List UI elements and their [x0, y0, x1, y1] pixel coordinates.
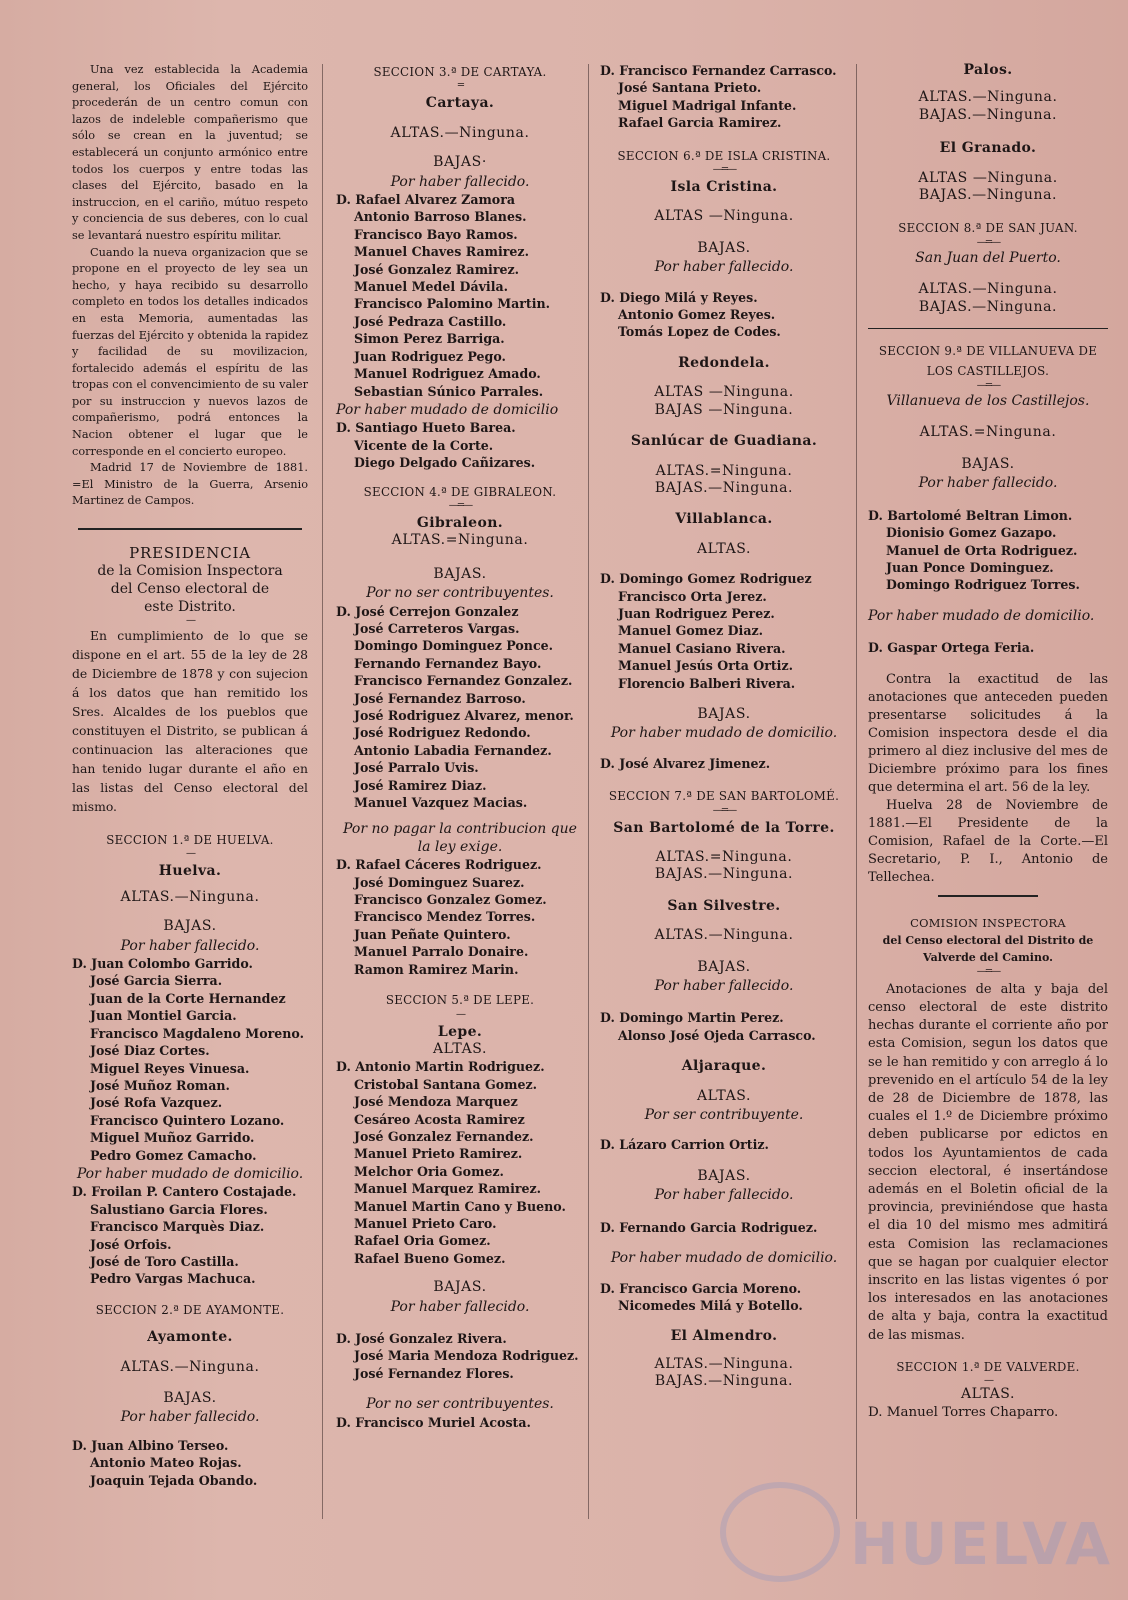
name-entry: José Rofa Vazquez. [90, 1095, 223, 1111]
name-entry: José Dominguez Suarez. [354, 874, 525, 890]
name-entry: Alonso José Ojeda Carrasco. [618, 1027, 816, 1043]
name-entry: Francisco Palomino Martin. [354, 296, 551, 312]
name-entry: Francisco Gonzalez Gomez. [354, 892, 547, 908]
reason-heading: Por haber fallecido. [654, 259, 794, 276]
name-list [336, 1414, 584, 1431]
town-heading: Sanlúcar de Guadiana. [630, 433, 818, 450]
town-heading: Huelva. [158, 863, 222, 880]
reason-heading: Por haber mudado de domicilio. [610, 1250, 838, 1267]
altas-line: ALTAS —Ninguna. [918, 169, 1058, 186]
name-entry: D. Bartolomé Beltran Limon. [868, 507, 1073, 523]
reason-heading: Por no pagar la contribucion que la ley exige. [343, 821, 577, 855]
name-entry: D. Lázaro Carrion Ortiz. [600, 1137, 769, 1153]
pres-subtitle-2: del Censo electoral de [110, 581, 270, 598]
section-heading: SECCION 5.ª DE LEPE. [385, 993, 535, 1008]
town-heading: Villablanca. [675, 511, 773, 528]
presidencia-header [72, 544, 308, 616]
name-entry: José Gonzalez Fernandez. [354, 1128, 534, 1144]
name-entry: D. José Alvarez Jimenez. [600, 755, 771, 771]
name-entry: José Orfois. [90, 1236, 172, 1252]
name-entry: Francisco Quintero Lozano. [90, 1112, 285, 1128]
name-entry: D. Juan Albino Terseo. [72, 1437, 229, 1453]
name-entry: José Fernandez Flores. [354, 1365, 514, 1381]
reason-heading: Por haber fallecido. [390, 173, 530, 190]
name-entry: José Maria Mendoza Rodriguez. [354, 1348, 579, 1364]
name-entry: Miguel Reyes Vinuesa. [90, 1060, 250, 1076]
altas-heading: ALTAS. [432, 1040, 488, 1057]
altas-line: ALTAS.—Ninguna. [390, 124, 530, 141]
name-list [72, 1183, 308, 1287]
dash-separator: —=— [976, 236, 1000, 248]
column-4 [868, 62, 1108, 1421]
name-entry: D. Fernando Garcia Rodriguez. [600, 1219, 818, 1235]
name-entry: José Santana Prieto. [618, 80, 762, 96]
name-entry: Juan Montiel Garcia. [90, 1008, 237, 1024]
altas-line: ALTAS.—Ninguna. [654, 1355, 794, 1372]
reason-heading: Por haber fallecido. [120, 937, 260, 954]
name-entry: Manuel Casiano Rivera. [618, 640, 786, 656]
name-entry: Fernando Fernandez Bayo. [354, 655, 542, 671]
name-entry: Juan de la Corte Hernandez [90, 990, 286, 1006]
name-entry: Rafael Bueno Gomez. [354, 1250, 506, 1266]
name-entry: Francisco Bayo Ramos. [354, 226, 518, 242]
name-entry: Juan Ponce Dominguez. [886, 559, 1054, 575]
intro-paragraph: Una vez establecida la Academia general, los Oficiales del Ejército procederán de un centro comun con lazos de indeleble compañerismo que sólo se crean en la juventud; se establecerá un conjunto armónico entre todos los cuerpos y entre todas las clases del Ejército, basado en la instruccion, en el cariño, mútuo respeto y conciencia de sus deberes, con lo cual se levantará nuestro espíritu militar. [72, 63, 308, 242]
name-entry: José Pedraza Castillo. [354, 313, 507, 329]
name-entry: Manuel Vazquez Macias. [354, 795, 528, 811]
altas-line: ALTAS.—Ninguna. [120, 888, 260, 905]
column-3 [600, 62, 848, 1391]
comision-title: COMISION INSPECTORA [910, 915, 1066, 930]
divider [78, 528, 302, 530]
name-entry: José Fernandez Barroso. [354, 690, 526, 706]
name-entry: Manuel Jesús Orta Ortiz. [618, 658, 793, 674]
divider [938, 895, 1038, 897]
dash-separator: —=— [976, 380, 1000, 392]
altas-line: ALTAS.=Ninguna. [655, 849, 793, 865]
name-entry: José Rodriguez Alvarez, menor. [354, 708, 574, 723]
dash-separator: — [186, 615, 194, 627]
town-heading: San Silvestre. [667, 897, 781, 914]
name-entry: Simon Perez Barriga. [354, 331, 505, 347]
name-entry: Sebastian Súnico Parrales. [354, 383, 544, 399]
name-entry: D. Francisco Muriel Acosta. [336, 1414, 531, 1430]
name-entry: Tomás Lopez de Codes. [618, 324, 781, 340]
reason-heading: Por no ser contribuyentes. [366, 585, 554, 602]
dash-separator: —=— [448, 499, 472, 511]
bajas-heading: BAJAS. [433, 565, 487, 582]
name-entry: D. Santiago Hueto Barea. [336, 420, 516, 436]
column-rule [856, 64, 857, 1519]
pres-subtitle-3: este Distrito. [144, 599, 236, 616]
bajas-heading: BAJAS. [697, 1167, 751, 1184]
pres-paragraph: En cumplimiento de lo que se dispone en el art. 55 de la ley de 28 de Diciembre de 1878 y con sujecion á los datos que han remitido los Sres. Alcaldes de los pueblos que constituyen el Distrito, se publican á continuacion las alteraciones que han tenido lugar durante el año en las listas del Censo electoral del mismo. [72, 628, 308, 815]
name-list [600, 570, 848, 692]
name-list [336, 856, 584, 978]
reason-heading: Por haber mudado de domicilio [336, 401, 559, 418]
name-list [600, 1280, 848, 1315]
name-list [600, 1136, 848, 1153]
name-entry: D. Domingo Gomez Rodriguez [600, 571, 812, 587]
name-entry: Manuel Martin Cano y Bueno. [354, 1198, 566, 1214]
name-entry: Antonio Labadia Fernandez. [354, 742, 552, 758]
name-entry: Miguel Madrigal Infante. [618, 97, 797, 113]
reason-heading: Por haber mudado de domicilio. [76, 1165, 304, 1182]
name-list [600, 289, 848, 341]
town-heading: Isla Cristina. [670, 179, 778, 196]
name-entry: José Parralo Uvis. [354, 760, 479, 776]
section-heading: SECCION 6.ª DE ISLA CRISTINA. [617, 148, 831, 163]
intro-paragraph-2: Cuando la nueva organizacion que se propone en el proyecto de ley sea un hecho, y haya recibido su desarrollo completo en todos los detalles indicados en esta Memoria, aumentadas las fuerzas del Ejército y obtenida la rapidez y facilidad de su movilizacion, fortalecido además el espíritu de las tropas con el convencimiento de su valer por su instruccion y nuevos lazos de compañerismo, podrá entonces la Nacion obtener el lugar que le corresponde en el concierto europeo. [72, 245, 308, 458]
name-entry: D. Antonio Martin Rodriguez. [336, 1059, 545, 1075]
town-heading: Palos. [963, 62, 1013, 78]
altas-line: ALTAS.—Ninguna. [918, 89, 1058, 106]
name-entry: Antonio Gomez Reyes. [618, 307, 776, 323]
section-heading: SECCION 9.ª DE VILLANUEVA DE LOS CASTILLEJOS. [878, 344, 1098, 379]
name-entry: Nicomedes Milá y Botello. [618, 1297, 803, 1313]
bajas-line: BAJAS.—Ninguna. [918, 106, 1058, 123]
name-entry: Ramon Ramirez Marin. [354, 961, 519, 977]
name-entry: Francisco Fernandez Gonzalez. [354, 673, 573, 689]
altas-heading: ALTAS. [696, 540, 752, 557]
name-list [72, 1437, 308, 1489]
column-rule [588, 64, 589, 1519]
name-entry: José Carreteros Vargas. [354, 620, 520, 636]
section-heading: SECCION 7.ª DE SAN BARTOLOMÉ. [608, 789, 840, 804]
stamp-text: HUELVA [850, 1510, 1113, 1578]
section-heading: SECCION 1.ª DE HUELVA. [106, 833, 274, 848]
bajas-line: BAJAS.—Ninguna. [918, 187, 1058, 204]
name-entry: Juan Peñate Quintero. [354, 926, 511, 942]
name-entry: D. Rafael Alvarez Zamora [336, 192, 516, 208]
town-heading: El Almendro. [670, 1328, 778, 1345]
name-entry: Francisco Mendez Torres. [354, 909, 536, 925]
name-entry: Juan Rodriguez Perez. [618, 605, 775, 621]
name-entry: Salustiano Garcia Flores. [90, 1201, 268, 1217]
bajas-heading: BAJAS. [697, 705, 751, 722]
pres-subtitle-1: de la Comision Inspectora [97, 563, 283, 580]
name-entry: Domingo Rodriguez Torres. [886, 577, 1080, 593]
name-entry: Manuel Marquez Ramirez. [354, 1181, 542, 1197]
name-entry: Pedro Vargas Machuca. [90, 1271, 256, 1287]
town-heading: Lepe. [437, 1023, 483, 1040]
name-list [600, 62, 848, 132]
town-heading: San Juan del Puerto. [915, 249, 1061, 266]
name-entry: Manuel Prieto Caro. [354, 1215, 497, 1231]
dash-separator: —=— [712, 164, 736, 176]
name-entry: José Gonzalez Ramirez. [354, 261, 520, 277]
name-entry: Miguel Muñoz Garrido. [90, 1130, 255, 1146]
dash-separator: — [186, 848, 194, 860]
altas-line: ALTAS.=Ninguna. [655, 462, 793, 479]
pres-title: PRESIDENCIA [129, 544, 251, 563]
library-stamp [720, 1482, 1113, 1582]
signature-paragraph: Huelva 28 de Noviembre de 1881.—El Presidente de la Comision, Rafael de la Corte.—El Secretario, P. I., Antonio de Tellechea. [868, 797, 1108, 885]
name-entry: D. Froilan P. Cantero Costajade. [72, 1184, 297, 1200]
town-heading: El Granado. [939, 140, 1037, 157]
name-entry: D. Domingo Martin Perez. [600, 1010, 784, 1026]
column-rule [322, 64, 323, 1519]
town-heading: Gibraleon. [416, 514, 504, 531]
name-entry: D. Rafael Cáceres Rodriguez. [336, 857, 542, 873]
column-2 [336, 62, 584, 1431]
name-entry: Francisco Marquès Diaz. [90, 1219, 265, 1235]
anotaciones-paragraph: Anotaciones de alta y baja del censo electoral de este distrito hechas durante el corriente año por esta Comision, segun los datos que se le han remitido y con arreglo á lo prevenido en el artículo 54 de la ley de 28 de Diciembre de 1878, las cuales el 1.º de Diciembre próximo deben publicarse por edictos en todos los Ayuntamientos de cada seccion electoral, é insertándose además en el Boletin oficial de la provincia, previniéndose que hasta el dia 10 del mismo mes admitirá esta Comision las reclamaciones que se hagan por cualquier elector inscrito en las listas vigentes ó por los interesados en las anotaciones de alta y baja, contra la exactitud de las mismas. [868, 981, 1108, 1343]
name-entry: José Garcia Sierra. [90, 973, 223, 989]
name-entry: D. José Gonzalez Rivera. [336, 1331, 507, 1346]
name-list [336, 603, 584, 812]
name-entry: Cristobal Santana Gomez. [354, 1076, 538, 1092]
name-list [600, 1009, 848, 1044]
altas-line: ALTAS.=Ninguna. [391, 532, 529, 549]
name-list [336, 419, 584, 471]
section-heading: SECCION 4.ª DE GIBRALEON. [363, 484, 557, 499]
name-entry: José Ramirez Diaz. [354, 777, 487, 793]
altas-line: ALTAS.—Ninguna. [654, 927, 794, 944]
reason-heading: Por haber fallecido. [120, 1409, 260, 1426]
dash-separator: —=— [976, 965, 1000, 977]
town-heading: Ayamonte. [147, 1329, 233, 1346]
comision-subtitle-2: Valverde del Camino. [923, 951, 1053, 965]
altas-line: ALTAS.=Ninguna. [919, 424, 1057, 441]
bajas-heading: BAJAS. [697, 239, 751, 256]
name-entry: Cesáreo Acosta Ramirez [354, 1111, 525, 1127]
name-entry: Francisco Magdaleno Moreno. [90, 1025, 304, 1041]
dash-separator: — [456, 1008, 464, 1020]
altas-line: ALTAS.—Ninguna. [918, 281, 1058, 298]
name-entry: Domingo Dominguez Ponce. [354, 638, 554, 654]
altas-line: ALTAS —Ninguna. [654, 384, 794, 401]
name-list [868, 1404, 1108, 1421]
reason-heading: Por no ser contribuyentes. [366, 1396, 554, 1413]
altas-heading: ALTAS. [696, 1087, 752, 1104]
name-list [868, 507, 1108, 594]
town-heading: Cartaya. [425, 95, 495, 112]
name-entry: Manuel Parralo Donaire. [354, 944, 529, 960]
section-heading: SECCION 2.ª DE AYAMONTE. [95, 1302, 285, 1317]
seal-icon [720, 1482, 840, 1582]
divider [868, 328, 1108, 329]
dash-separator: —=— [712, 804, 736, 816]
name-list [600, 755, 848, 772]
decree-signature: Madrid 17 de Noviembre de 1881. =El Ministro de la Guerra, Arsenio Martinez de Campos. [72, 461, 308, 508]
section-heading: SECCION 8.ª DE SAN JUAN. [898, 221, 1078, 236]
name-entry: Juan Rodriguez Pego. [354, 348, 506, 364]
name-list [868, 639, 1108, 656]
altas-line: ALTAS.—Ninguna. [120, 1358, 260, 1375]
bajas-heading: BAJAS. [163, 1390, 217, 1406]
name-entry: José Diaz Cortes. [90, 1043, 210, 1059]
reason-heading: Por haber fallecido. [654, 978, 794, 995]
reason-heading: Por haber fallecido. [654, 1187, 794, 1204]
altas-heading: ALTAS. [960, 1386, 1016, 1403]
name-entry: Vicente de la Corte. [354, 437, 494, 453]
section-heading: SECCION 1.ª DE VALVERDE. [896, 1359, 1080, 1374]
bajas-line: BAJAS.—Ninguna. [654, 479, 794, 496]
reason-heading: Por haber fallecido. [390, 1298, 530, 1315]
name-entry: D. Juan Colombo Garrido. [72, 956, 253, 972]
name-entry: Rafael Oria Gomez. [354, 1233, 491, 1249]
town-heading: Aljaraque. [681, 1058, 767, 1075]
name-entry: D. Francisco Garcia Moreno. [600, 1280, 802, 1296]
dash-separator: — [984, 1375, 992, 1387]
town-heading: Redondela. [678, 354, 770, 371]
name-entry: Rafael Garcia Ramirez. [618, 115, 782, 131]
name-list [72, 955, 308, 1164]
name-list [336, 191, 584, 400]
name-entry: Melchor Oria Gomez. [354, 1163, 504, 1179]
name-entry: Florencio Balberi Rivera. [618, 675, 796, 691]
name-entry: Manuel Rodriguez Amado. [354, 366, 541, 382]
name-entry: Antonio Mateo Rojas. [90, 1455, 242, 1471]
name-entry: D. Diego Milá y Reyes. [600, 289, 758, 305]
bajas-line: BAJAS —Ninguna. [654, 401, 794, 418]
bajas-line: BAJAS.—Ninguna. [654, 1373, 794, 1390]
column-1 [72, 62, 308, 1489]
name-entry: Francisco Orta Jerez. [618, 588, 767, 604]
contra-paragraph: Contra la exactitud de las anotaciones que anteceden pueden presentarse solicitudes á la Comision inspectora desde el dia primero al diez inclusive del mes de Diciembre próximo para los fines que determina el art. 56 de la ley. [868, 671, 1108, 795]
section-heading: SECCION 3.ª DE CARTAYA. [373, 65, 547, 79]
reason-heading: Por haber mudado de domicilio. [610, 725, 838, 742]
town-heading: San Bartolomé de la Torre. [613, 819, 835, 836]
name-list [336, 1330, 584, 1382]
bajas-heading: BAJAS. [961, 455, 1015, 472]
name-entry: José Rodriguez Redondo. [354, 725, 531, 741]
name-entry: José de Toro Castilla. [90, 1253, 239, 1269]
name-entry: D. Gaspar Ortega Feria. [868, 640, 1035, 656]
name-entry: Dionisio Gomez Gazapo. [886, 525, 1057, 541]
name-entry: Manuel Medel Dávila. [354, 279, 509, 295]
name-entry: José Muñoz Roman. [90, 1077, 230, 1093]
bajas-line: BAJAS.—Ninguna. [654, 866, 794, 883]
bajas-heading: BAJAS. [697, 958, 751, 975]
name-entry: Manuel Chaves Ramirez. [354, 244, 529, 260]
name-entry: José Mendoza Marquez [354, 1094, 518, 1110]
name-entry: D. Manuel Torres Chaparro. [868, 1404, 1059, 1420]
name-entry: Manuel Prieto Ramirez. [354, 1146, 523, 1162]
dash-separator: = [456, 80, 464, 92]
name-list [600, 1219, 848, 1236]
name-entry: Manuel de Orta Rodriguez. [886, 542, 1078, 558]
reason-heading: Por haber fallecido. [918, 475, 1058, 492]
reason-heading: Por ser contribuyente. [644, 1107, 804, 1124]
altas-line: ALTAS —Ninguna. [654, 208, 794, 225]
name-entry: Joaquin Tejada Obando. [90, 1472, 258, 1488]
name-entry: D. Francisco Fernandez Carrasco. [600, 63, 837, 78]
name-entry: Antonio Barroso Blanes. [354, 209, 527, 225]
bajas-line: BAJAS.—Ninguna. [918, 298, 1058, 315]
town-heading: Villanueva de los Castillejos. [886, 393, 1090, 410]
name-entry: Manuel Gomez Diaz. [618, 623, 764, 639]
bajas-heading: BAJAS· [433, 154, 487, 171]
name-entry: D. José Cerrejon Gonzalez [336, 603, 519, 619]
name-entry: Diego Delgado Cañizares. [354, 455, 536, 471]
comision-subtitle-1: del Censo electoral del Distrito de [882, 933, 1094, 947]
name-entry: Pedro Gomez Camacho. [90, 1147, 257, 1163]
name-list [336, 1058, 584, 1267]
bajas-heading: BAJAS. [163, 918, 217, 935]
reason-heading: Por haber mudado de domicilio. [868, 607, 1095, 624]
bajas-heading: BAJAS. [433, 1279, 487, 1296]
